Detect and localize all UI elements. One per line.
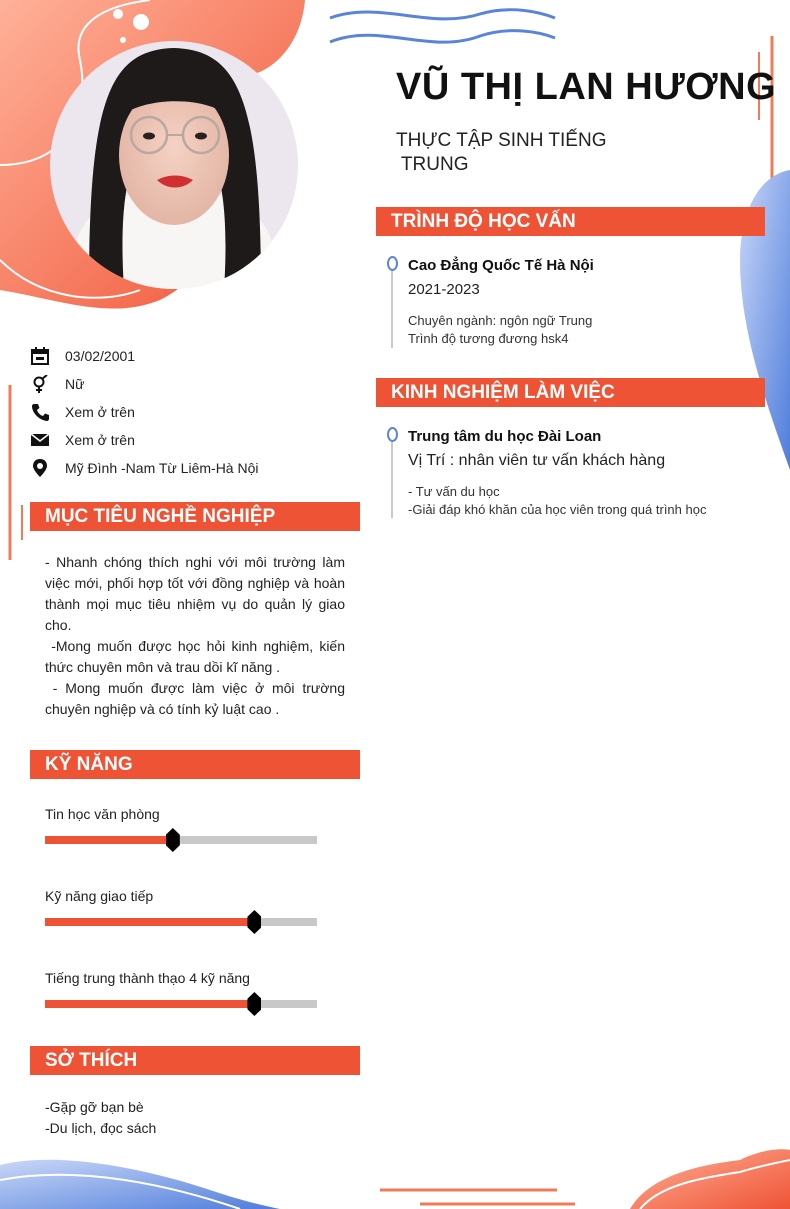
skill-bar [45, 836, 317, 844]
skill-bar [45, 1000, 317, 1008]
contact-phone [30, 401, 135, 423]
experience-timeline-dot [387, 427, 398, 442]
skill-label: Kỹ năng giao tiếp [45, 888, 154, 904]
gender-text: Nữ [65, 376, 85, 392]
contact-address [30, 457, 258, 479]
objective-paragraph-1: - Nhanh chóng thích nghi với môi trường làm việc mới, phối hợp tốt với đồng nghiệp và hoàn thành mọi mục tiêu nhiệm vụ do quản lý giao cho. [45, 554, 345, 633]
education-school: Cao Đẳng Quốc Tế Hà Nội [408, 257, 594, 274]
contact-gender [30, 373, 84, 395]
calendar-icon [30, 346, 50, 366]
candidate-name: VŨ THỊ LAN HƯƠNG [396, 66, 777, 108]
experience-position: Vị Trí : nhân viên tư vấn khách hàng [408, 452, 666, 469]
education-major: Chuyên ngành: ngôn ngữ Trung [408, 313, 593, 328]
objective-paragraph-3: - Mong muốn được làm việc ở môi trường chuyên nghiệp và có tính kỷ luật cao . [45, 680, 349, 717]
objective-paragraph-2: -Mong muốn được học hỏi kinh nghiệm, kiến thức chuyên môn và trau dồi kĩ năng . [45, 638, 349, 675]
avatar [49, 40, 299, 290]
hobbies-list [45, 1097, 156, 1139]
experience-duty-2: -Giải đáp khó khăn của học viên trong quá trình học [408, 502, 707, 517]
education-timeline [391, 270, 393, 348]
phone-text: Xem ở trên [65, 404, 135, 420]
phone-icon [30, 402, 50, 422]
skill-bar-fill [45, 918, 254, 926]
education-years: 2021-2023 [408, 281, 480, 298]
skill-label: Tiếng trung thành thạo 4 kỹ năng [45, 970, 250, 986]
hobby-item: -Du lịch, đọc sách [45, 1120, 157, 1136]
hobbies-heading: SỞ THÍCH [30, 1046, 360, 1075]
education-level: Trình độ tương đương hsk4 [408, 331, 569, 346]
contact-birthdate [30, 345, 135, 367]
email-icon [30, 430, 50, 450]
location-icon [30, 458, 50, 478]
job-title-line-1: THỰC TẬP SINH TIẾNG [396, 130, 607, 151]
education-timeline-dot [387, 256, 398, 271]
skill-bar-fill [45, 836, 173, 844]
objective-text [45, 552, 349, 720]
skill-bar [45, 918, 317, 926]
address-text: Mỹ Đình -Nam Từ Liêm-Hà Nội [65, 460, 259, 476]
job-title [396, 129, 656, 177]
education-heading: TRÌNH ĐỘ HỌC VẤN [376, 207, 765, 236]
job-title-line-2: TRUNG [396, 154, 469, 175]
experience-company: Trung tâm du học Đài Loan [408, 428, 602, 445]
birthdate-text: 03/02/2001 [65, 348, 136, 364]
contact-email [30, 429, 135, 451]
objective-heading: MỤC TIÊU NGHỀ NGHIỆP [30, 502, 360, 531]
gender-icon [30, 374, 50, 394]
experience-timeline [391, 440, 393, 518]
email-text: Xem ở trên [65, 432, 135, 448]
skill-bar-fill [45, 1000, 254, 1008]
skills-heading: KỸ NĂNG [30, 750, 360, 779]
experience-duty-1: - Tư vấn du học [408, 484, 500, 499]
experience-heading: KINH NGHIỆM LÀM VIỆC [376, 378, 765, 407]
hobby-item: -Gặp gỡ bạn bè [45, 1099, 144, 1115]
skill-label: Tin học văn phòng [45, 806, 160, 822]
